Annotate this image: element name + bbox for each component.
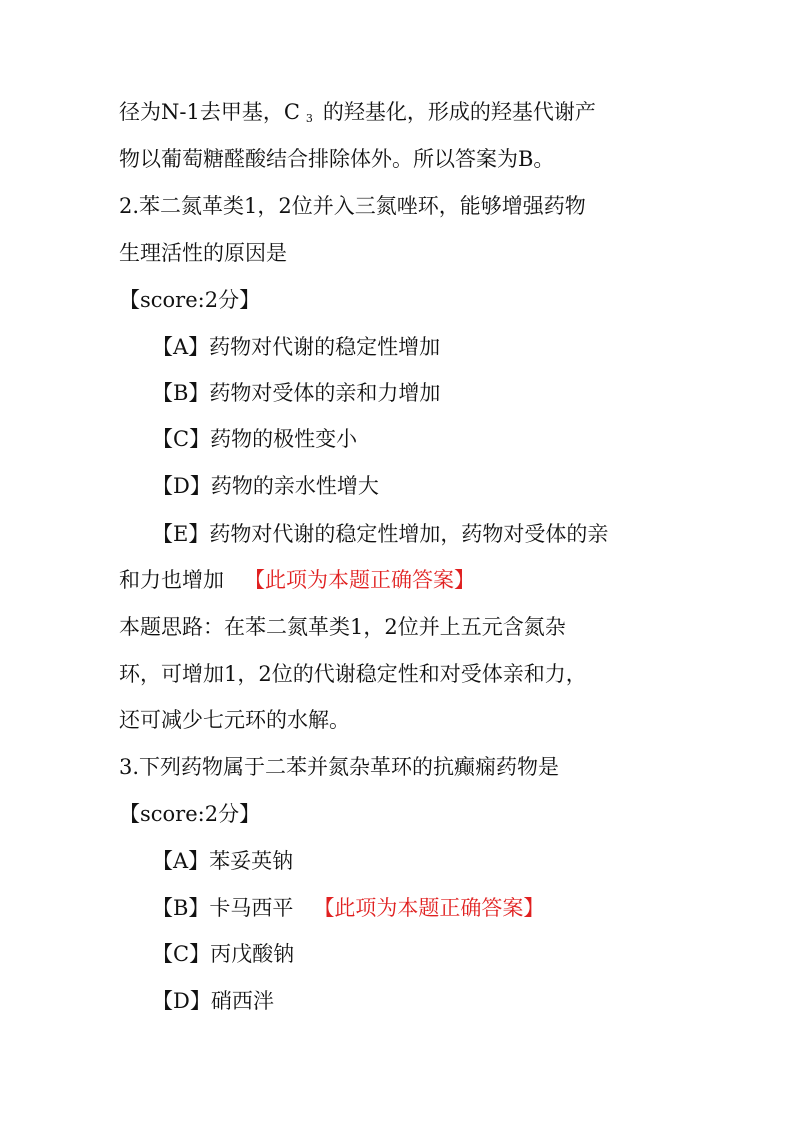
q2-explanation-line-2: 环，可增加1，2位的代谢稳定性和对受体亲和力，	[119, 662, 587, 686]
q2-stem-line-2: 生理活性的原因是	[119, 241, 287, 265]
q1-explanation-line-2: 物以葡萄糖醛酸结合排除体外。所以答案为B。	[119, 147, 555, 171]
q3-score: 【score:2分】	[119, 802, 261, 826]
subscript: 3	[305, 112, 313, 125]
q3-option-a: 【A】苯妥英钠	[152, 849, 294, 873]
text-segment: 径为N-1去甲基，C	[119, 100, 300, 124]
q2-option-c: 【C】药物的极性变小	[152, 427, 358, 451]
q2-option-a: 【A】药物对代谢的稳定性增加	[152, 335, 441, 359]
q2-explanation-line-3: 还可减少七元环的水解。	[119, 708, 350, 732]
q2-score: 【score:2分】	[119, 288, 261, 312]
q3-option-b	[152, 893, 544, 923]
q2-option-d: 【D】药物的亲水性增大	[152, 474, 379, 498]
q2-explanation-line-1: 本题思路：在苯二氮革类1，2位并上五元含氮杂	[119, 615, 566, 639]
q2-option-e: 【E】药物对代谢的稳定性增加，药物对受体的亲	[152, 522, 609, 546]
q2-stem-line-1: 2.苯二氮革类1，2位并入三氮唑环，能够增强药物	[119, 194, 586, 218]
correct-answer-marker: 【此项为本题正确答案】	[244, 568, 475, 592]
q3-stem: 3.下列药物属于二苯并氮杂革环的抗癫痫药物是	[119, 755, 560, 779]
q2-option-e-continued	[119, 565, 475, 595]
q3-option-d: 【D】硝西泮	[152, 989, 274, 1013]
text-segment: 的羟基化，形成的羟基代谢产	[322, 100, 596, 124]
option-b-text: 【B】卡马西平	[152, 896, 294, 920]
q1-explanation-line-1	[119, 97, 596, 127]
correct-answer-marker: 【此项为本题正确答案】	[313, 896, 545, 920]
q3-option-c: 【C】丙戊酸钠	[152, 942, 295, 966]
q2-option-b: 【B】药物对受体的亲和力增加	[152, 381, 441, 405]
option-e-text: 和力也增加	[119, 568, 224, 592]
